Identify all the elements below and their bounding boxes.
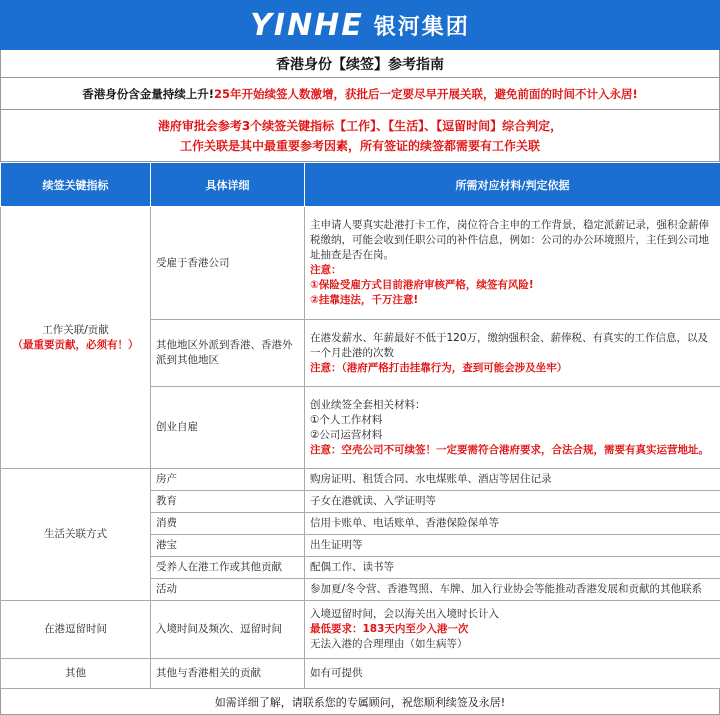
brand-name: 银河集团 <box>374 10 470 41</box>
detail-cell: 受养人在港工作或其他贡献 <box>151 557 305 579</box>
notice-part1: 香港身份含金量持续上升! <box>82 86 214 102</box>
materials-text: 创业续签全套相关材料： <box>310 398 715 413</box>
stay-indicator-cell: 在港逗留时间 <box>1 601 151 659</box>
table-row <box>1 207 720 320</box>
materials-cell: 如有可提供 <box>305 659 720 689</box>
detail-cell: 入境时间及频次、逗留时间 <box>151 601 305 659</box>
work-label: 工作关联/贡献 <box>6 323 145 338</box>
detail-cell: 港宝 <box>151 535 305 557</box>
detail-cell: 其他与香港相关的贡献 <box>151 659 305 689</box>
criteria-line2: 工作关联是其中最重要参考因素，所有签证的续签都需要有工作关联 <box>180 136 540 156</box>
materials-cell: 配偶工作、读书等 <box>305 557 720 579</box>
materials-cell: 参加夏/冬令营、香港驾照、车牌、加入行业协会等能推动香港发展和贡献的其他联系 <box>305 579 720 601</box>
materials-text: 在港发薪水、年薪最好不低于120万，缴纳强积金、薪俸税、有真实的工作信息，以及一个月赴港的次数 <box>310 331 715 361</box>
detail-cell: 受雇于香港公司 <box>151 207 305 320</box>
table-row <box>1 601 720 659</box>
detail-cell: 教育 <box>151 491 305 513</box>
detail-cell: 其他地区外派到香港、香港外派到其他地区 <box>151 320 305 387</box>
header-materials: 所需对应材料/判定依据 <box>305 163 720 207</box>
materials-cell: 出生证明等 <box>305 535 720 557</box>
detail-cell: 创业自雇 <box>151 387 305 469</box>
criteria-summary <box>0 110 720 162</box>
materials-text: 无法入港的合理理由（如生病等） <box>310 637 715 652</box>
table-header-row <box>1 163 720 207</box>
brand-banner <box>0 0 720 50</box>
notice-banner <box>0 78 720 110</box>
materials-cell <box>305 601 720 659</box>
note-item: ②挂靠违法，千万注意! <box>310 293 715 308</box>
materials-cell <box>305 387 720 469</box>
materials-cell <box>305 207 720 320</box>
materials-text: ①个人工作材料 <box>310 413 715 428</box>
life-indicator-cell: 生活关联方式 <box>1 469 151 601</box>
page-title: 香港身份【续签】参考指南 <box>0 50 720 78</box>
work-indicator-cell <box>1 207 151 469</box>
detail-cell: 消费 <box>151 513 305 535</box>
work-sub-label: （最重要贡献，必须有！） <box>6 338 145 353</box>
note-label: 注意： <box>310 263 715 278</box>
materials-cell: 购房证明、租赁合同、水电煤账单、酒店等居住记录 <box>305 469 720 491</box>
yinhe-logo: YINHE <box>250 8 364 43</box>
detail-cell: 活动 <box>151 579 305 601</box>
header-detail: 具体详细 <box>151 163 305 207</box>
materials-cell: 子女在港就读、入学证明等 <box>305 491 720 513</box>
materials-cell: 信用卡账单、电话账单、香港保险保单等 <box>305 513 720 535</box>
materials-cell <box>305 320 720 387</box>
note-item: 注意：空壳公司不可续签！一定要需符合港府要求，合法合规，需要有真实运营地址。 <box>310 443 715 458</box>
note-item: 注意：（港府严格打击挂靠行为，查到可能会涉及坐牢） <box>310 361 715 376</box>
materials-text: ②公司运营材料 <box>310 428 715 443</box>
table-row <box>1 469 720 491</box>
detail-cell: 房产 <box>151 469 305 491</box>
materials-text: 主申请人要真实赴港打卡工作，岗位符合主申的工作背景，稳定派薪记录，强积金薪俸税缴纳，可能会收到任职公司的补件信息，例如：公司的办公环境照片，主任到公司地址抽查是否在岗。 <box>310 218 715 263</box>
materials-text: 入境逗留时间，会以海关出入境时长计入 <box>310 607 715 622</box>
minimum-requirement: 最低要求：183天内至少入港一次 <box>310 622 715 637</box>
note-item: ①保险受雇方式目前港府审核严格，续签有风险! <box>310 278 715 293</box>
criteria-line1: 港府审批会参考3个续签关键指标【工作】、【生活】、【逗留时间】综合判定， <box>158 116 562 136</box>
header-indicator: 续签关键指标 <box>1 163 151 207</box>
table-row <box>1 659 720 689</box>
footer-note: 如需详细了解，请联系您的专属顾问，祝您顺利续签及永居! <box>0 689 720 715</box>
notice-part2: 25年开始续签人数激增，获批后一定要尽早开展关联，避免前面的时间不计入永居! <box>214 86 638 102</box>
renewal-table <box>0 162 720 689</box>
other-indicator-cell: 其他 <box>1 659 151 689</box>
